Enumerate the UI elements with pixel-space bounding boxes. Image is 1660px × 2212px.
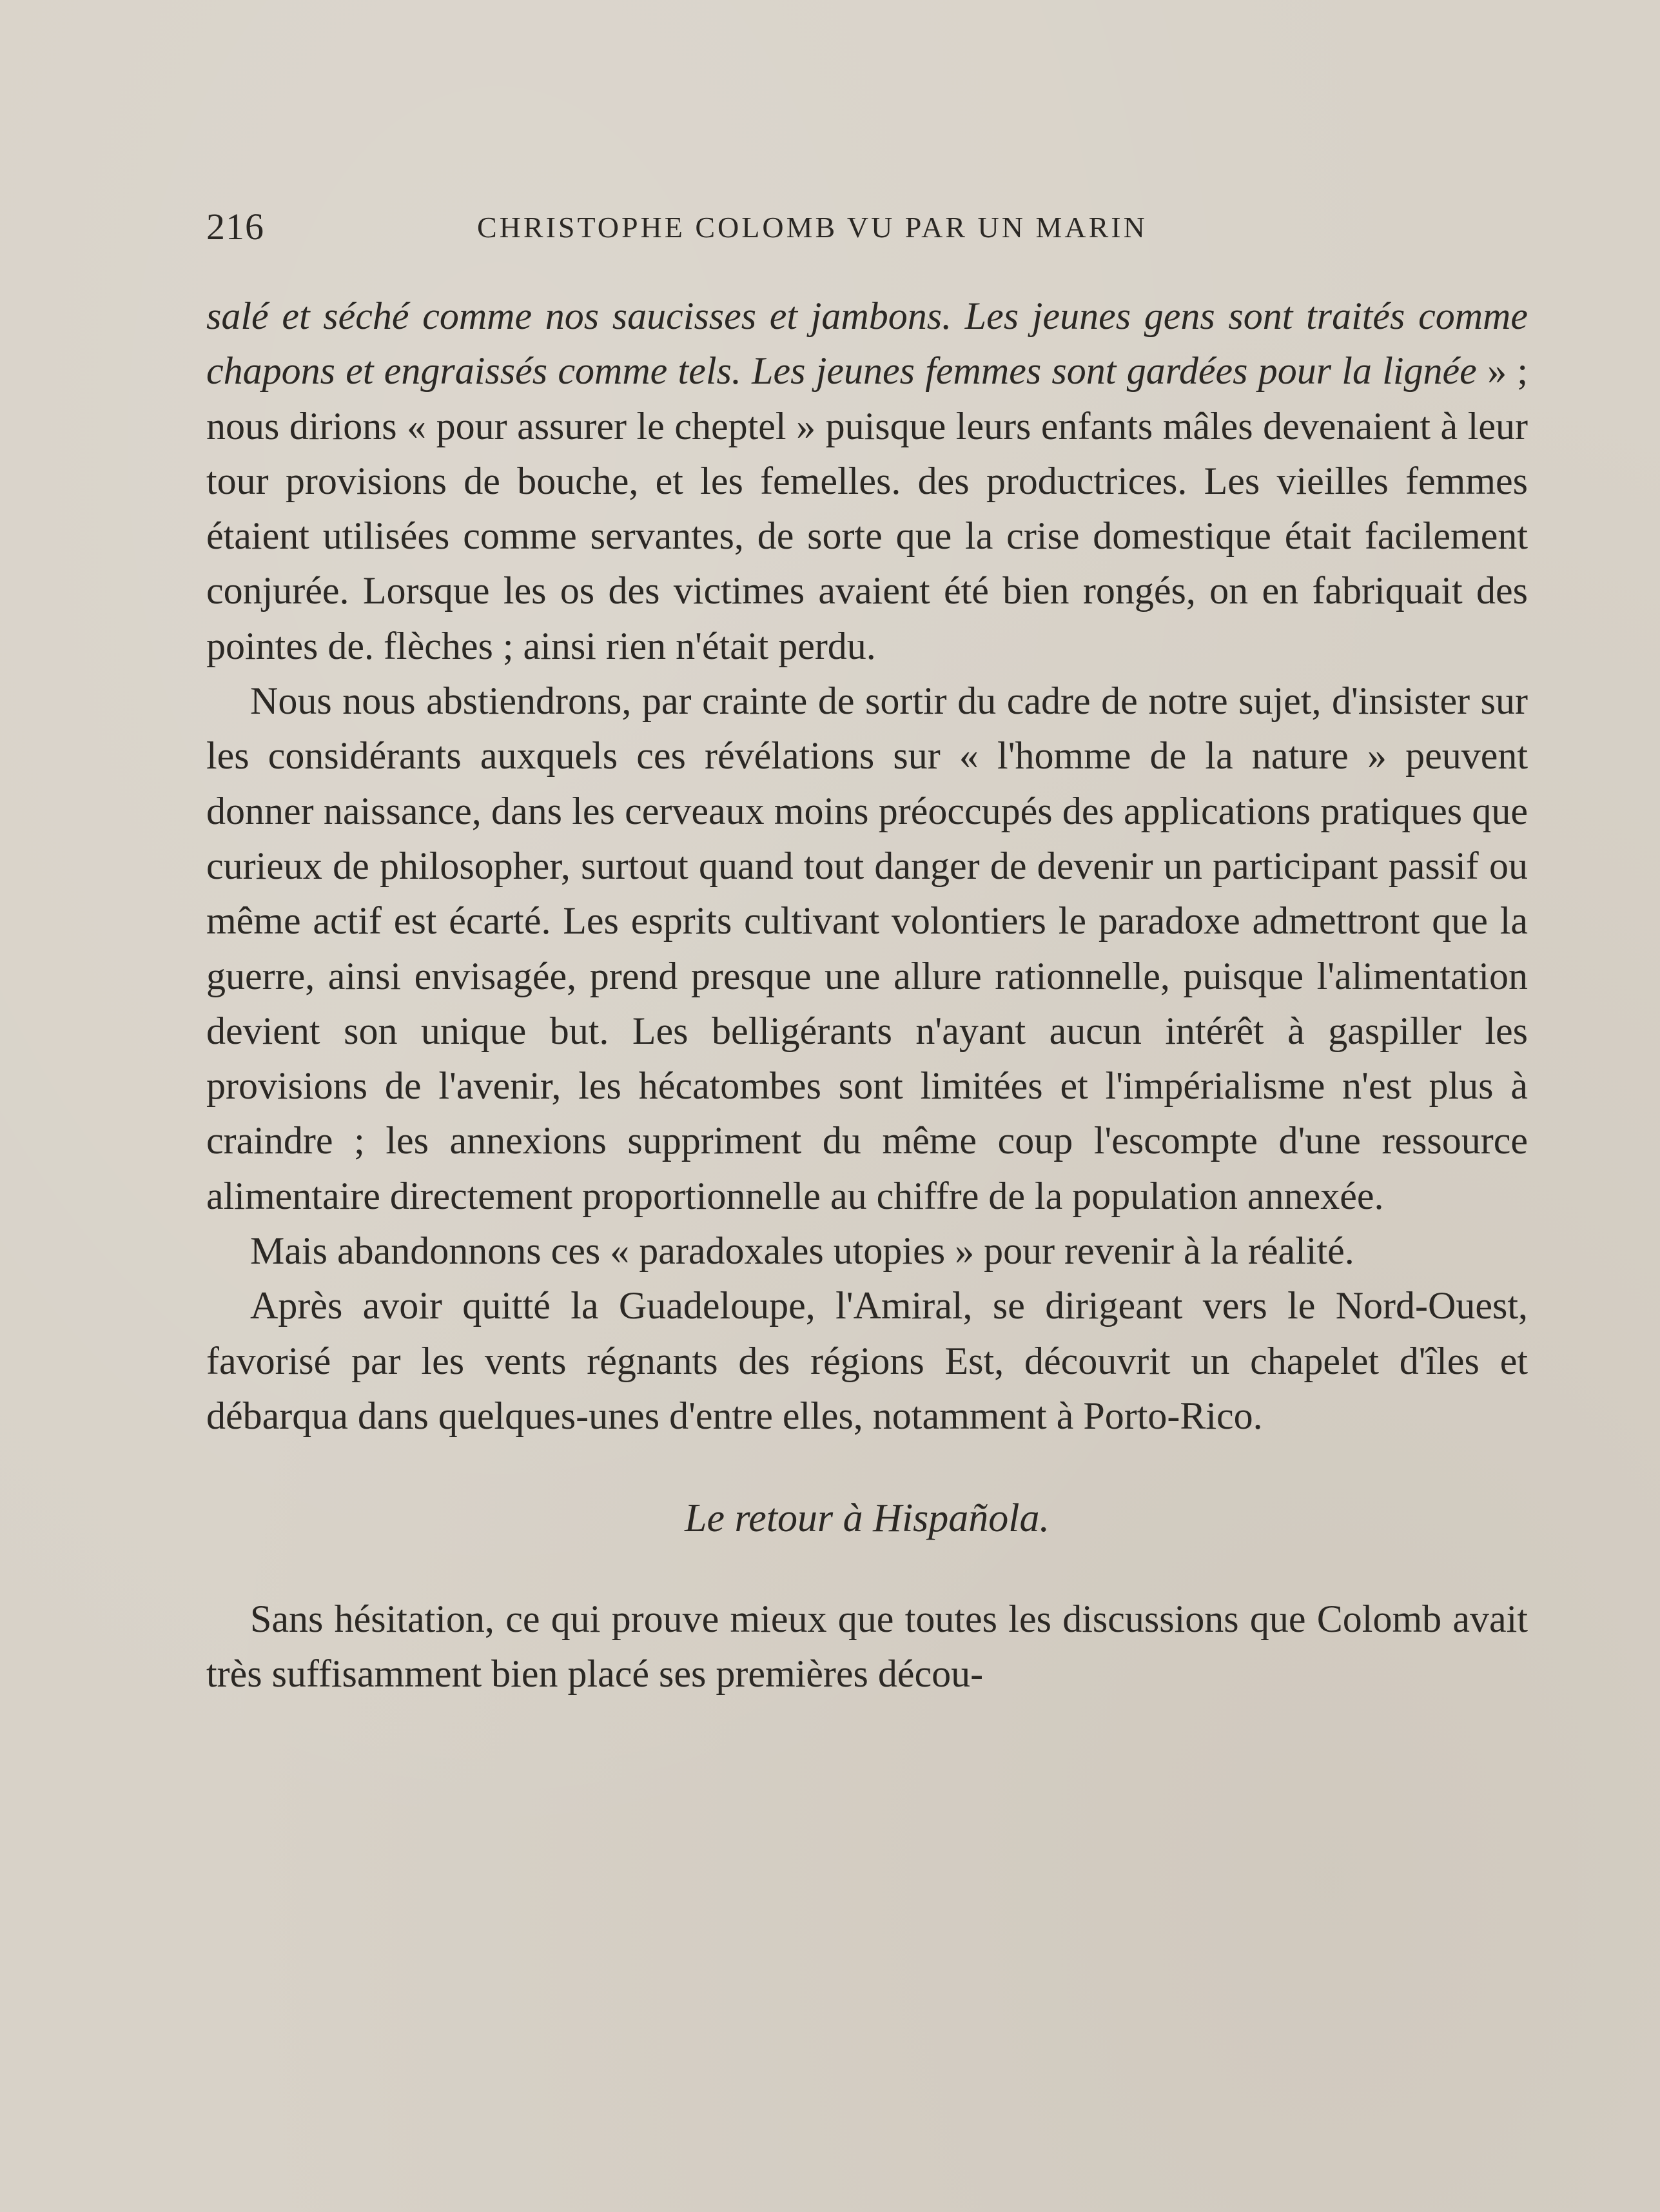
page-header — [206, 205, 1264, 250]
paragraph-1 — [206, 289, 1528, 674]
paragraph-3: Mais abandonnons ces « paradoxales utopies » pour revenir à la réalité. — [250, 1229, 1354, 1273]
paragraph-1-rest: » ; nous dirions « pour assurer le cheptel » puisque leurs enfants mâles devenaient à leur tour provisions de bouche, et les femelles. des productrices. Les vieilles femmes étaient utilisées comme servantes, de sorte que la crise domestique était facilement conjurée. Lorsque les os des victimes avaient été bien rongés, on en fabriquait des pointes de. flèches ; ainsi rien n'était perdu. — [206, 349, 1528, 667]
running-title: CHRISTOPHE COLOMB VU PAR UN MARIN — [477, 211, 1147, 244]
body-text — [206, 289, 1528, 1701]
page-number: 216 — [206, 206, 264, 248]
paragraph-5: Sans hésitation, ce qui prouve mieux que toutes les discussions que Colomb avait très suffisamment bien placé ses premières décou- — [206, 1597, 1528, 1695]
paragraph-1-quote: salé et séché comme nos saucisses et jambons. Les jeunes gens sont traités comme chapons et engraissés comme tels. Les jeunes femmes sont gardées pour la lignée — [206, 295, 1528, 393]
section-title: Le retour à Hispañola. — [684, 1496, 1050, 1541]
paragraph-2: Nous nous abstiendrons, par crainte de sortir du cadre de notre sujet, d'insister sur les considérants auxquels ces révélations sur « l'homme de la nature » peuvent donner naissance, dans les cerveaux moins préoccupés des applications pratiques que curieux de philosopher, surtout quand tout danger de devenir un participant passif ou même actif est écarté. Les esprits cultivant volontiers le paradoxe admettront que la guerre, ainsi envisagée, prend presque une allure rationnelle, puisque l'alimentation devient son unique but. Les belligérants n'ayant aucun intérêt à gaspiller les provisions de l'avenir, les hécatombes sont limitées et l'impérialisme n'est plus à craindre ; les annexions suppriment du même coup l'escompte d'une ressource alimentaire directement proportionnelle au chiffre de la population annexée. — [206, 680, 1528, 1217]
paragraph-4: Après avoir quitté la Guadeloupe, l'Amiral, se dirigeant vers le Nord-Ouest, favorisé par les vents régnants des régions Est, découvrit un chapelet d'îles et débarqua dans quelques-unes d'entre elles, notamment à Porto-Rico. — [206, 1284, 1528, 1437]
